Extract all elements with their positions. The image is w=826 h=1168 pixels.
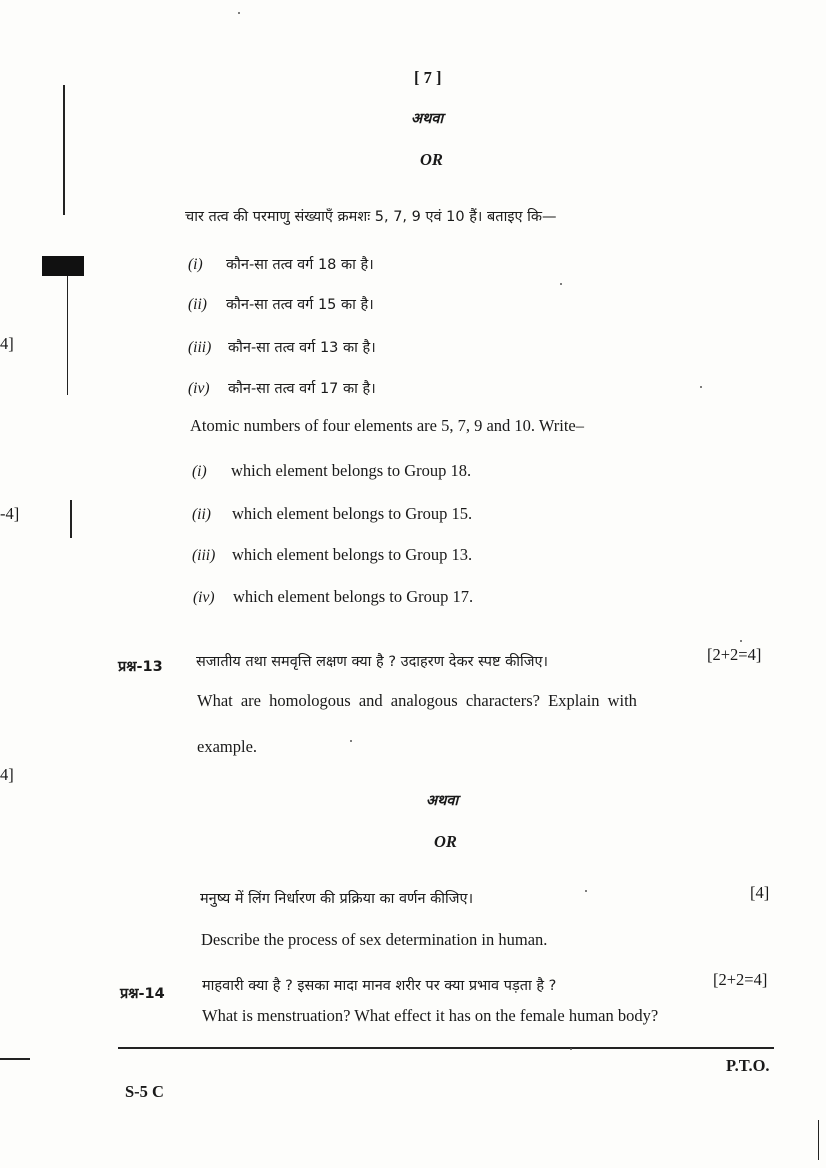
- q14-marks: [2+2=4]: [713, 970, 768, 989]
- page-number: [ 7 ]: [414, 68, 442, 87]
- footer-rule-left: [0, 1058, 30, 1060]
- margin-mark: 4]: [0, 765, 14, 784]
- item-text: कौन-सा तत्व वर्ग 18 का है।: [226, 257, 374, 273]
- item-text: which element belongs to Group 18.: [231, 461, 472, 480]
- scan-margin-line: [70, 500, 72, 538]
- q12-hindi-item: [188, 294, 374, 314]
- footer-code: S-5 C: [125, 1082, 164, 1101]
- q13-number: प्रश्न-13: [118, 659, 163, 675]
- q13-english: What are homologous and analogous characters? Explain with: [197, 691, 637, 710]
- q13-alt-hindi: मनुष्य में लिंग निर्धारण की प्रक्रिया का वर्णन कीजिए।: [200, 891, 474, 907]
- or-hindi: अथवा: [411, 111, 444, 127]
- q12-hindi-item: [188, 337, 376, 357]
- q12-hindi-item: [188, 254, 374, 274]
- item-label: (i): [188, 256, 203, 273]
- q13-alt-marks: [4]: [750, 883, 770, 902]
- margin-mark: -4]: [0, 504, 20, 523]
- or-hindi: अथवा: [426, 793, 459, 809]
- q12-alt-english-intro: Atomic numbers of four elements are 5, 7, 9 and 10. Write–: [190, 416, 585, 435]
- q12-alt-hindi-intro: चार तत्व की परमाणु संख्याएँ क्रमशः 5, 7, 9 एवं 10 हैं। बताइए कि—: [185, 209, 557, 225]
- margin-mark: 4]: [0, 334, 14, 353]
- footer-pto: P.T.O.: [726, 1056, 770, 1075]
- or-english: OR: [434, 832, 457, 851]
- q14-hindi: माहवारी क्या है ? इसका मादा मानव शरीर पर क्या प्रभाव पड़ता है ?: [202, 978, 557, 994]
- q14-number: प्रश्न-14: [120, 986, 165, 1002]
- item-text: which element belongs to Group 17.: [233, 587, 474, 606]
- item-text: which element belongs to Group 13.: [232, 545, 473, 564]
- q12-english-item: [193, 587, 473, 607]
- q12-english-item: [192, 504, 472, 524]
- item-label: (ii): [188, 296, 207, 313]
- q13-marks: [2+2=4]: [707, 645, 762, 664]
- item-text: कौन-सा तत्व वर्ग 15 का है।: [226, 297, 374, 313]
- item-label: (ii): [192, 506, 211, 523]
- item-label: (iv): [188, 380, 210, 397]
- q12-hindi-item: [188, 378, 376, 398]
- q12-english-item: [192, 461, 471, 481]
- scan-margin-line: [63, 85, 65, 215]
- item-label: (iii): [192, 547, 216, 564]
- item-text: कौन-सा तत्व वर्ग 13 का है।: [228, 340, 376, 356]
- q12-english-item: [192, 545, 472, 565]
- q14-english: What is menstruation? What effect it has on the female human body?: [202, 1006, 659, 1025]
- item-label: (i): [192, 463, 207, 480]
- item-label: (iii): [188, 339, 212, 356]
- item-text: which element belongs to Group 15.: [232, 504, 473, 523]
- scan-corner-mark: [818, 1120, 819, 1160]
- item-text: कौन-सा तत्व वर्ग 17 का है।: [228, 381, 376, 397]
- item-label: (iv): [193, 589, 215, 606]
- or-english: OR: [420, 150, 443, 169]
- scan-margin-line: [67, 275, 68, 395]
- q13-hindi: सजातीय तथा समवृत्ति लक्षण क्या है ? उदाहरण देकर स्पष्ट कीजिए।: [196, 654, 549, 670]
- q13-alt-english: Describe the process of sex determination in human.: [201, 930, 548, 949]
- binding-mark: [42, 256, 84, 276]
- footer-rule: [118, 1047, 774, 1049]
- q13-english-cont: example.: [197, 737, 258, 756]
